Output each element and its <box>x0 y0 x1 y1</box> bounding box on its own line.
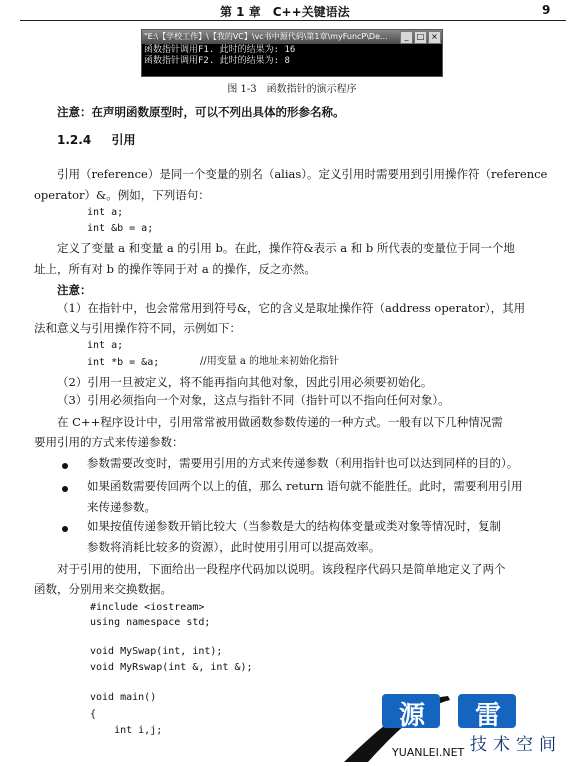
paragraph-line: 定义了变量 a 和变量 a 的引用 b。在此，操作符&表示 a 和 b 所代表的变量位于同一个地 <box>57 241 515 255</box>
console-window-figure <box>141 29 443 77</box>
header-rule <box>20 20 566 21</box>
code-line: void main() <box>90 692 157 703</box>
minimize-icon: _ <box>400 31 413 44</box>
code-line: { <box>90 709 97 720</box>
section-title: 引用 <box>111 133 136 147</box>
code-line: int a; <box>87 207 124 218</box>
list-item-continued: 法和意义与引用操作符不同，示例如下： <box>34 321 241 335</box>
bullet-item: 如果函数需要传回两个以上的值，那么 return 语句就不能胜任。此时，需要利用引用 <box>87 479 523 493</box>
console-line: 函数指针调用F2. 此时的结果为: 8 <box>144 56 290 66</box>
bullet-item: 如果按值传递参数开销比较大（当参数是大的结构体变量或类对象等情况时，复制 <box>87 519 501 533</box>
console-line: 函数指针调用F1. 此时的结果为: 16 <box>144 45 296 55</box>
section-heading <box>57 132 136 148</box>
paragraph-line: 引用（reference）是同一个变量的别名（alias）。定义引用时需要用到引用操作符（reference <box>57 167 548 181</box>
paragraph-line: 址上，所有对 b 的操作等同于对 a 的操作，反之亦然。 <box>34 262 316 276</box>
page-number: 9 <box>542 3 551 17</box>
paragraph-line: 对于引用的使用，下面给出一段程序代码加以说明。该段程序代码只是简单地定义了两个 <box>57 562 506 576</box>
chapter-header: 第 1 章 C++关键语法 <box>220 5 350 19</box>
code-line: #include <iostream> <box>90 602 205 613</box>
note-declaration: 注意：在声明函数原型时，可以不列出具体的形参名称。 <box>57 105 345 119</box>
watermark-logo <box>338 690 578 762</box>
list-item: （3）引用必须指向一个对象，这点与指针不同（指针可以不指向任何对象）。 <box>57 393 450 407</box>
maximize-icon: □ <box>414 31 427 44</box>
paragraph-line: 函数，分别用来交换数据。 <box>34 582 172 596</box>
bullet-icon <box>62 463 68 469</box>
code-comment: //用变量 a 的地址来初始化指针 <box>200 356 340 367</box>
bullet-item-continued: 来传递参数。 <box>87 500 156 514</box>
logo-char-yuan: 源 <box>398 701 425 731</box>
code-line: int *b = &a; <box>87 357 160 368</box>
bullet-icon <box>62 486 68 492</box>
logo-char-lei: 雷 <box>474 701 501 731</box>
code-line: void MyRswap(int &, int &); <box>90 662 253 673</box>
console-title: "E:\【学校工作】\【我的VC】\vc书中源代码\第1章\myFuncP\De... <box>144 32 388 41</box>
bullet-item: 参数需要改变时，需要用引用的方式来传递参数（利用指针也可以达到同样的目的）。 <box>87 456 519 470</box>
figure-caption: 图 1-3 函数指针的演示程序 <box>227 84 357 95</box>
paragraph-line: 在 C++程序设计中，引用常常被用做函数参数传递的一种方式。一般有以下几种情况需 <box>57 415 503 429</box>
section-number: 1.2.4 <box>57 133 92 147</box>
code-line: int i,j; <box>90 725 163 736</box>
close-icon: × <box>428 31 441 44</box>
code-line: void MySwap(int, int); <box>90 646 223 657</box>
code-line: using namespace std; <box>90 617 211 628</box>
list-item: （1）在指针中，也会常常用到符号&，它的含义是取址操作符（address operator），其用 <box>57 301 526 315</box>
paragraph-line: operator）&。例如，下列语句： <box>34 188 210 202</box>
console-title-bar <box>142 30 442 44</box>
logo-subtitle: 技术空间 <box>470 735 562 755</box>
list-item: （2）引用一旦被定义，将不能再指向其他对象，因此引用必须要初始化。 <box>57 375 433 389</box>
note-label: 注意： <box>57 283 92 297</box>
logo-url: YUANLEI.NET <box>392 746 465 759</box>
console-output <box>142 44 442 68</box>
paragraph-line: 要用引用的方式来传递参数： <box>34 435 184 449</box>
bullet-item-continued: 参数将消耗比较多的资源），此时使用引用可以提高效率。 <box>87 540 381 554</box>
code-line: int a; <box>87 340 124 351</box>
bullet-icon <box>62 526 68 532</box>
code-line: int &b = a; <box>87 223 154 234</box>
